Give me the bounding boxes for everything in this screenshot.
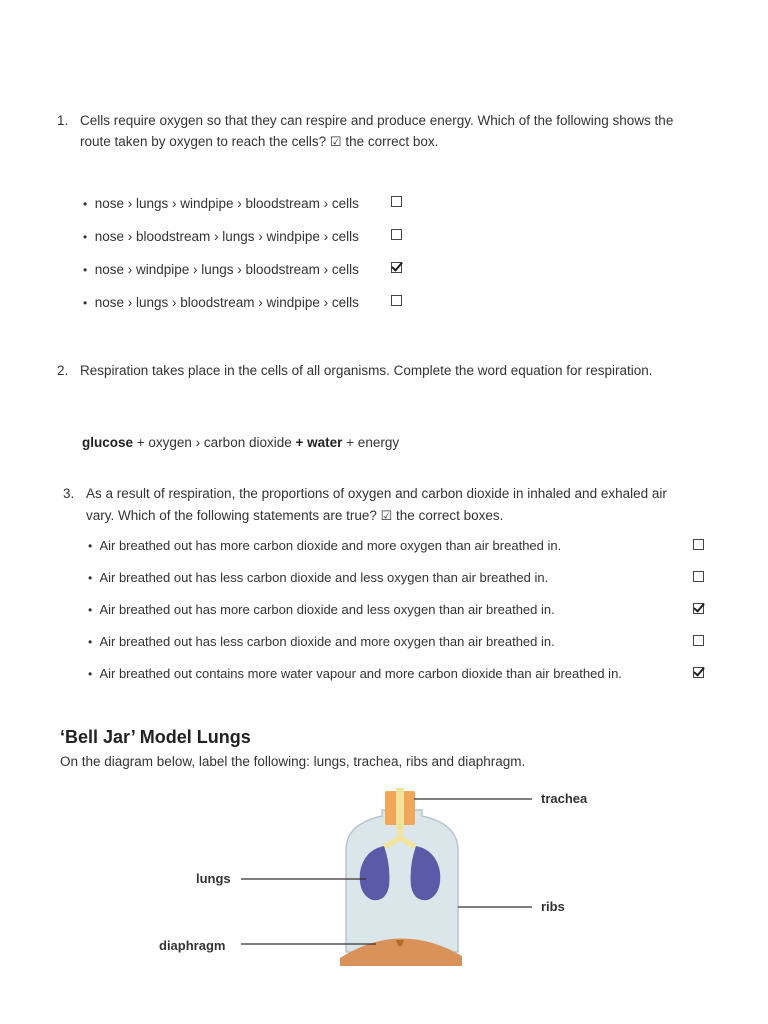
section-instruction: On the diagram below, label the following: lungs, trachea, ribs and diaphragm. (60, 754, 526, 769)
option-text: Air breathed out contains more water vapour and more carbon dioxide than air breathed in. (99, 666, 622, 681)
list-item (83, 193, 359, 215)
list-item (83, 259, 359, 281)
q3-line2-post: the correct boxes. (392, 508, 504, 523)
option-text: nose › lungs › bloodstream › windpipe › cells (94, 295, 359, 310)
q3-checkbox-3[interactable] (693, 603, 704, 614)
q1-text-line1: Cells require oxygen so that they can respire and produce energy. Which of the following shows the (80, 113, 674, 128)
q3-text-line1: As a result of respiration, the proportions of oxygen and carbon dioxide in inhaled and exhaled air (86, 486, 667, 501)
q2-number: 2. (57, 363, 69, 378)
bullet-icon: • (88, 571, 93, 585)
q3-checkbox-1[interactable] (693, 539, 704, 550)
q3-line2-pre: vary. Which of the following statements are true? (86, 508, 381, 523)
q1-number: 1. (57, 113, 69, 128)
list-item (83, 292, 359, 314)
q3-checkbox-4[interactable] (693, 635, 704, 646)
list-item (88, 599, 555, 621)
option-text: nose › bloodstream › lungs › windpipe › cells (94, 229, 359, 244)
list-item (83, 226, 359, 248)
q1-checkbox-3[interactable] (391, 262, 402, 273)
q3-number: 3. (63, 486, 75, 501)
label-ribs: ribs (541, 899, 565, 914)
eq-plus: + (295, 435, 304, 450)
bullet-icon: • (83, 197, 88, 211)
bullet-icon: • (88, 539, 93, 553)
trachea-tube (396, 788, 404, 830)
list-item (88, 535, 561, 557)
q3-text-line2 (86, 505, 503, 527)
option-text: nose › lungs › windpipe › bloodstream › cells (94, 196, 359, 211)
label-lungs: lungs (196, 871, 231, 886)
q1-checkbox-4[interactable] (391, 295, 402, 306)
bullet-icon: • (88, 603, 93, 617)
option-text: Air breathed out has less carbon dioxide and more oxygen than air breathed in. (99, 634, 555, 649)
section-heading: ‘Bell Jar’ Model Lungs (60, 727, 251, 747)
q1-text-line2 (80, 131, 438, 153)
option-text: Air breathed out has more carbon dioxide and less oxygen than air breathed in. (99, 602, 555, 617)
label-trachea: trachea (541, 791, 588, 806)
bullet-icon: • (83, 230, 88, 244)
list-item (88, 663, 622, 685)
option-text: Air breathed out has more carbon dioxide and more oxygen than air breathed in. (99, 538, 562, 553)
q2-text: Respiration takes place in the cells of all organisms. Complete the word equation for respiration. (80, 363, 653, 378)
option-text: nose › windpipe › lungs › bloodstream › cells (94, 262, 359, 277)
bullet-icon: • (88, 635, 93, 649)
check-icon: ☑ (380, 508, 393, 523)
label-diaphragm: diaphragm (159, 938, 226, 953)
q1-checkbox-1[interactable] (391, 196, 402, 207)
check-icon: ☑ (329, 134, 342, 149)
option-text: Air breathed out has less carbon dioxide and less oxygen than air breathed in. (99, 570, 549, 585)
bullet-icon: • (88, 667, 93, 681)
q1-checkbox-2[interactable] (391, 229, 402, 240)
eq-water: water (303, 435, 343, 450)
list-item (88, 631, 555, 653)
word-equation (82, 432, 399, 454)
list-item (88, 567, 548, 589)
bell-jar-diagram (0, 780, 768, 1024)
bullet-icon: • (83, 296, 88, 310)
q3-checkbox-2[interactable] (693, 571, 704, 582)
bullet-icon: • (83, 263, 88, 277)
eq-glucose: glucose (82, 435, 134, 450)
eq-mid: + oxygen › carbon dioxide (133, 435, 296, 450)
q1-line2-pre: route taken by oxygen to reach the cells? (80, 134, 330, 149)
q3-checkbox-5[interactable] (693, 667, 704, 678)
q1-line2-post: the correct box. (341, 134, 439, 149)
eq-end: + energy (342, 435, 400, 450)
